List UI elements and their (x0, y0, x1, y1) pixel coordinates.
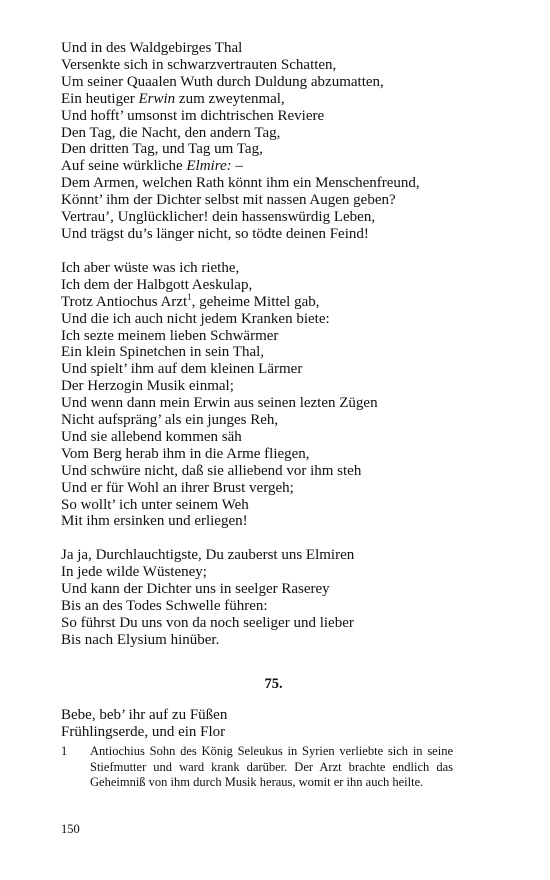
footnote (61, 744, 453, 791)
italic-name: Erwin (138, 90, 176, 107)
verse-line: Der Herzogin Musik einmal; (61, 378, 234, 395)
stanza (61, 547, 481, 648)
verse-line: Und trägst du’s länger nicht, so tödte deinen Feind! (61, 225, 369, 242)
verse-line: Und hofft’ umsonst im dichtrischen Reviere (61, 107, 325, 124)
verse-line: Bis nach Elysium hinüber. (61, 631, 220, 648)
page-number: 150 (61, 822, 80, 836)
footnote-number: 1 (61, 744, 68, 758)
stanza (61, 260, 481, 531)
verse-line: Ich sezte meinem lieben Schwärmer (61, 327, 279, 344)
verse-line: Und er für Wohl an ihrer Brust vergeh; (61, 479, 294, 496)
poem-number: 75. (264, 675, 283, 692)
verse-line: Und die ich auch nicht jedem Kranken biete: (61, 310, 330, 327)
verse-line: Den Tag, die Nacht, den andern Tag, (61, 124, 281, 141)
verse-line: Mit ihm ersinken und erliegen! (61, 513, 248, 530)
verse-line: Ein klein Spinetchen in sein Thal, (61, 344, 265, 361)
verse-line: Und kann der Dichter uns in seelger Raserey (61, 581, 330, 598)
verse-line: Und spielt’ ihm auf dem kleinen Lärmer (61, 361, 303, 378)
verse-line: Ja ja, Durchlauchtigste, Du zauberst uns Elmiren (61, 547, 355, 564)
verse-line: Auf seine würkliche Elmire: – (61, 158, 243, 175)
italic-name: Elmire: (186, 158, 232, 175)
verse-line: Den dritten Tag, und Tag um Tag, (61, 141, 263, 158)
verse-line: Versenkte sich in schwarzvertrauten Schatten, (61, 56, 337, 73)
verse-line: Und sie allebend kommen säh (61, 428, 242, 445)
verse-line: In jede wilde Wüsteney; (61, 564, 207, 581)
footnote-marker[interactable]: 1 (187, 291, 192, 302)
verse-line: Um seiner Quaalen Wuth durch Duldung abzumatten, (61, 73, 384, 90)
verse-line: Vertrau’, Unglücklicher! dein hassenswürdig Leben, (61, 209, 376, 226)
next-poem-body (61, 707, 481, 741)
footnote-text: Antiochius Sohn des König Seleukus in Syrien verliebte sich in seine Stiefmutter und ward krank darüber. Der Arzt brachte endlich das Geheimniß von ihm durch Musik heraus, womit er ihn auch heilte. (90, 744, 453, 790)
verse-line: So wollt’ ich unter seinem Weh (61, 496, 249, 513)
stanza (61, 707, 481, 741)
verse-line: Und wenn dann mein Erwin aus seinen lezten Zügen (61, 395, 378, 412)
verse-line: Bebe, beb’ ihr auf zu Füßen (61, 706, 228, 723)
verse-line: So führst Du uns von da noch seeliger und lieber (61, 615, 354, 631)
verse-line: Nicht aufspräng’ als ein junges Reh, (61, 412, 279, 429)
verse-line: Und schwüre nicht, daß sie alliebend vor ihm steh (61, 462, 362, 479)
verse-line: Könnt’ ihm der Dichter selbst mit nassen Augen geben? (61, 192, 396, 209)
verse-line: Vom Berg herab ihm in die Arme fliegen, (61, 445, 310, 462)
verse-line: Ein heutiger Erwin zum zweytenmal, (61, 90, 285, 107)
stanza (61, 40, 481, 243)
verse-line: Frühlingserde, und ein Flor (61, 723, 226, 740)
verse-line: Trotz Antiochus Arzt$^1$, geheime Mittel gab, (61, 291, 320, 310)
page-content (61, 40, 481, 741)
verse-line: Und in des Waldgebirges Thal (61, 40, 243, 56)
verse-line: Bis an des Todes Schwelle führen: (61, 598, 268, 615)
poem-body (61, 40, 481, 649)
verse-line: Ich aber wüste was ich riethe, (61, 259, 240, 276)
verse-line: Dem Armen, welchen Rath könnt ihm ein Menschenfreund, (61, 175, 420, 192)
verse-line: Ich dem der Halbgott Aeskulap, (61, 276, 253, 293)
